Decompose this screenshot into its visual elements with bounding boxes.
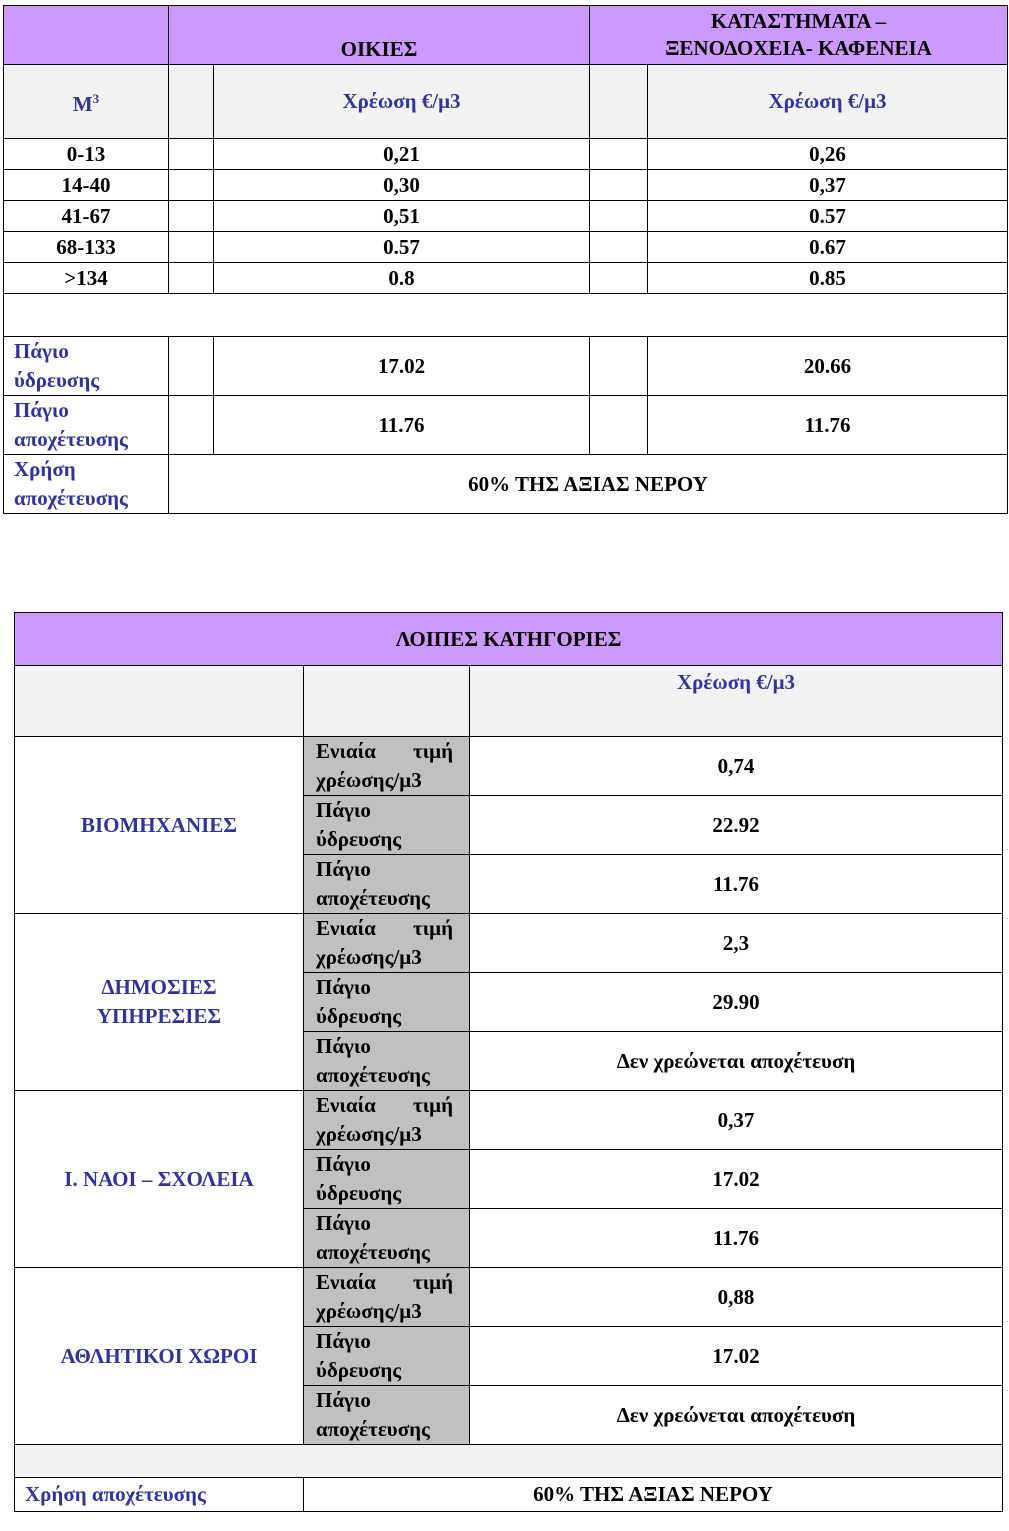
item-label-word2: τιμή <box>412 1270 453 1294</box>
item-label-line2: αποχέτευσης <box>316 886 430 910</box>
other-categories-table <box>14 612 1003 1512</box>
usage-row <box>4 455 1008 514</box>
item-label <box>304 914 470 973</box>
item-label-line2: χρέωσης/μ3 <box>316 768 422 792</box>
item-value: 2,3 <box>470 914 1003 973</box>
item-label-word1: Ενιαία <box>316 916 376 940</box>
tier-shops-value: 0.67 <box>648 232 1008 263</box>
item-label <box>304 737 470 796</box>
usage-label-line2: αποχέτευσης <box>14 486 128 510</box>
tier-blank-2 <box>590 263 648 294</box>
fixed-label-line1: Πάγιο <box>14 339 69 363</box>
tier-shops-value: 0.85 <box>648 263 1008 294</box>
item-label-line2: ύδρευσης <box>316 1358 402 1382</box>
tier-homes-value: 0.57 <box>214 232 590 263</box>
t2-subheader-blank-2 <box>304 666 470 737</box>
table1-subheader-row <box>4 65 1008 139</box>
item-label-line2: χρέωσης/μ3 <box>316 1122 422 1146</box>
fixed-charge-rows <box>4 337 1008 455</box>
category-name-line1: ΒΙΟΜΗΧΑΝΙΕΣ <box>80 812 238 837</box>
header-homes <box>169 6 590 65</box>
item-label <box>304 796 470 855</box>
tier-range: 68-133 <box>4 232 169 263</box>
header-blank-cell <box>4 6 169 65</box>
item-value: 11.76 <box>470 1209 1003 1268</box>
tier-blank-2 <box>590 139 648 170</box>
item-label-line2: χρέωσης/μ3 <box>316 945 422 969</box>
subheader-blank-2 <box>590 65 648 139</box>
item-value: 11.76 <box>470 855 1003 914</box>
item-value: 17.02 <box>470 1327 1003 1386</box>
tier-homes-value: 0,21 <box>214 139 590 170</box>
category-item-row <box>15 1268 1003 1327</box>
tier-blank-1 <box>169 139 214 170</box>
item-label <box>304 1091 470 1150</box>
table1-header-row <box>4 6 1008 65</box>
tier-range: >134 <box>4 263 169 294</box>
category-name-line2: ΥΠΗΡΕΣΙΕΣ <box>96 1004 222 1028</box>
fixed-charge-label <box>4 337 169 396</box>
item-label-line2: αποχέτευσης <box>316 1240 430 1264</box>
item-value: 0,74 <box>470 737 1003 796</box>
item-label-word1: Πάγιο <box>316 1034 371 1058</box>
item-label-line2: αποχέτευσης <box>316 1417 430 1441</box>
category-groups <box>15 737 1003 1445</box>
item-label-word2: τιμή <box>412 916 453 940</box>
tier-blank-1 <box>169 201 214 232</box>
fixed-blank-1 <box>169 337 214 396</box>
item-label-word1: Πάγιο <box>316 1211 371 1235</box>
category-item-row <box>15 1091 1003 1150</box>
tier-row <box>4 139 1008 170</box>
item-label-line2: ύδρευσης <box>316 1181 402 1205</box>
category-item-row <box>15 914 1003 973</box>
item-label <box>304 1327 470 1386</box>
tier-homes-value: 0,30 <box>214 170 590 201</box>
header-shops-line1: ΚΑΤΑΣΤΗΜΑΤΑ – <box>710 9 887 33</box>
item-value: 29.90 <box>470 973 1003 1032</box>
item-value: 0,37 <box>470 1091 1003 1150</box>
tier-row <box>4 232 1008 263</box>
household-tariff-table <box>3 5 1008 514</box>
item-label-line2: αποχέτευσης <box>316 1063 430 1087</box>
tier-row <box>4 170 1008 201</box>
item-label-line1 <box>316 737 453 766</box>
item-label <box>304 1386 470 1445</box>
item-label-word1: Πάγιο <box>316 1329 371 1353</box>
header-shops-line2: ΞΕΝΟΔΟΧΕΙΑ- ΚΑΦΕΝΕΙΑ <box>665 36 932 60</box>
t2-charge-header: Χρέωση €/μ3 <box>470 666 1003 737</box>
item-label-line2: ύδρευσης <box>316 827 402 851</box>
item-label-line1 <box>316 1386 453 1415</box>
item-label-line1 <box>316 1032 453 1061</box>
category-name <box>15 737 304 914</box>
charge-header-homes: Χρέωση €/μ3 <box>214 65 590 139</box>
tier-blank-2 <box>590 201 648 232</box>
item-label-line1 <box>316 796 453 825</box>
category-name <box>15 1268 304 1445</box>
charge-header-shops: Χρέωση €/μ3 <box>648 65 1008 139</box>
usage-label-line1: Χρήση <box>14 457 76 481</box>
fixed-shops-value: 20.66 <box>648 337 1008 396</box>
item-label <box>304 1209 470 1268</box>
item-label-word1: Πάγιο <box>316 798 371 822</box>
tier-shops-value: 0.57 <box>648 201 1008 232</box>
item-value: 17.02 <box>470 1150 1003 1209</box>
usage-label <box>4 455 169 514</box>
item-label-word1: Ενιαία <box>316 1093 376 1117</box>
item-label-line1 <box>316 1209 453 1238</box>
item-label-line2: ύδρευσης <box>316 1004 402 1028</box>
item-value: 0,88 <box>470 1268 1003 1327</box>
tier-row <box>4 263 1008 294</box>
category-name-line1: Ι. ΝΑΟΙ – ΣΧΟΛΕΙΑ <box>64 1166 254 1191</box>
item-value: Δεν χρεώνεται αποχέτευση <box>470 1032 1003 1091</box>
tier-range: 0-13 <box>4 139 169 170</box>
m3-header <box>4 65 169 139</box>
tier-blank-2 <box>590 232 648 263</box>
item-label-word1: Πάγιο <box>316 1388 371 1412</box>
tier-row <box>4 201 1008 232</box>
item-label-word2: τιμή <box>412 1093 453 1117</box>
fixed-homes-value: 11.76 <box>214 396 590 455</box>
tier-blank-2 <box>590 170 648 201</box>
tier-blank-1 <box>169 232 214 263</box>
tier-rows <box>4 139 1008 294</box>
header-homes-label: ΟΙΚΙΕΣ <box>340 37 418 61</box>
item-value: 22.92 <box>470 796 1003 855</box>
item-label-word1: Ενιαία <box>316 739 376 763</box>
item-label-line1 <box>316 914 453 943</box>
item-label-line1 <box>316 1268 453 1297</box>
item-label-word1: Πάγιο <box>316 975 371 999</box>
table2-subheader-row <box>15 666 1003 737</box>
item-label-line1 <box>316 1327 453 1356</box>
t2-spacer-cell <box>15 1445 1003 1478</box>
item-label-word2: τιμή <box>412 739 453 763</box>
category-name-line1: ΔΗΜΟΣΙΕΣ <box>101 975 217 999</box>
fixed-label-line2: αποχέτευσης <box>14 427 128 451</box>
fixed-homes-value: 17.02 <box>214 337 590 396</box>
fixed-charge-label <box>4 396 169 455</box>
tier-homes-value: 0,51 <box>214 201 590 232</box>
tier-range: 14-40 <box>4 170 169 201</box>
fixed-label-line2: ύδρευσης <box>14 368 100 392</box>
fixed-blank-2 <box>590 396 648 455</box>
tier-shops-value: 0,37 <box>648 170 1008 201</box>
item-label-word1: Πάγιο <box>316 857 371 881</box>
t2-usage-value: 60% ΤΗΣ ΑΞΙΑΣ ΝΕΡΟΥ <box>304 1478 1003 1512</box>
item-label-line1 <box>316 855 453 884</box>
fixed-blank-2 <box>590 337 648 396</box>
fixed-label-line1: Πάγιο <box>14 398 69 422</box>
header-shops <box>590 6 1008 65</box>
item-label-line1 <box>316 1150 453 1179</box>
fixed-blank-1 <box>169 396 214 455</box>
spacer-cell <box>4 294 1008 337</box>
subheader-blank-1 <box>169 65 214 139</box>
table2-title: ΛΟΙΠΕΣ ΚΑΤΗΓΟΡΙΕΣ <box>15 613 1003 666</box>
item-label-line1 <box>316 973 453 1002</box>
t2-subheader-blank-1 <box>15 666 304 737</box>
category-name-line1: ΑΘΛΗΤΙΚΟΙ ΧΩΡΟΙ <box>60 1343 258 1368</box>
category-item-row <box>15 737 1003 796</box>
item-label-word1: Πάγιο <box>316 1152 371 1176</box>
tier-homes-value: 0.8 <box>214 263 590 294</box>
table2-title-row <box>15 613 1003 666</box>
item-label <box>304 1032 470 1091</box>
item-label <box>304 1268 470 1327</box>
spacer-row <box>4 294 1008 337</box>
item-label-word1: Ενιαία <box>316 1270 376 1294</box>
tier-blank-1 <box>169 263 214 294</box>
tier-shops-value: 0,26 <box>648 139 1008 170</box>
fixed-charge-row <box>4 396 1008 455</box>
t2-usage-row <box>15 1478 1003 1512</box>
item-label <box>304 855 470 914</box>
tier-range: 41-67 <box>4 201 169 232</box>
tier-blank-1 <box>169 170 214 201</box>
item-label <box>304 1150 470 1209</box>
item-label-line2: χρέωσης/μ3 <box>316 1299 422 1323</box>
item-label <box>304 973 470 1032</box>
category-name <box>15 1091 304 1268</box>
t2-usage-label: Χρήση αποχέτευσης <box>15 1478 304 1512</box>
item-label-line1 <box>316 1091 453 1120</box>
item-value: Δεν χρεώνεται αποχέτευση <box>470 1386 1003 1445</box>
category-name <box>15 914 304 1091</box>
m3-superscript: 3 <box>92 91 100 106</box>
usage-value: 60% ΤΗΣ ΑΞΙΑΣ ΝΕΡΟΥ <box>169 455 1008 514</box>
m3-label: Μ <box>72 92 93 116</box>
fixed-charge-row <box>4 337 1008 396</box>
fixed-shops-value: 11.76 <box>648 396 1008 455</box>
t2-spacer-row <box>15 1445 1003 1478</box>
